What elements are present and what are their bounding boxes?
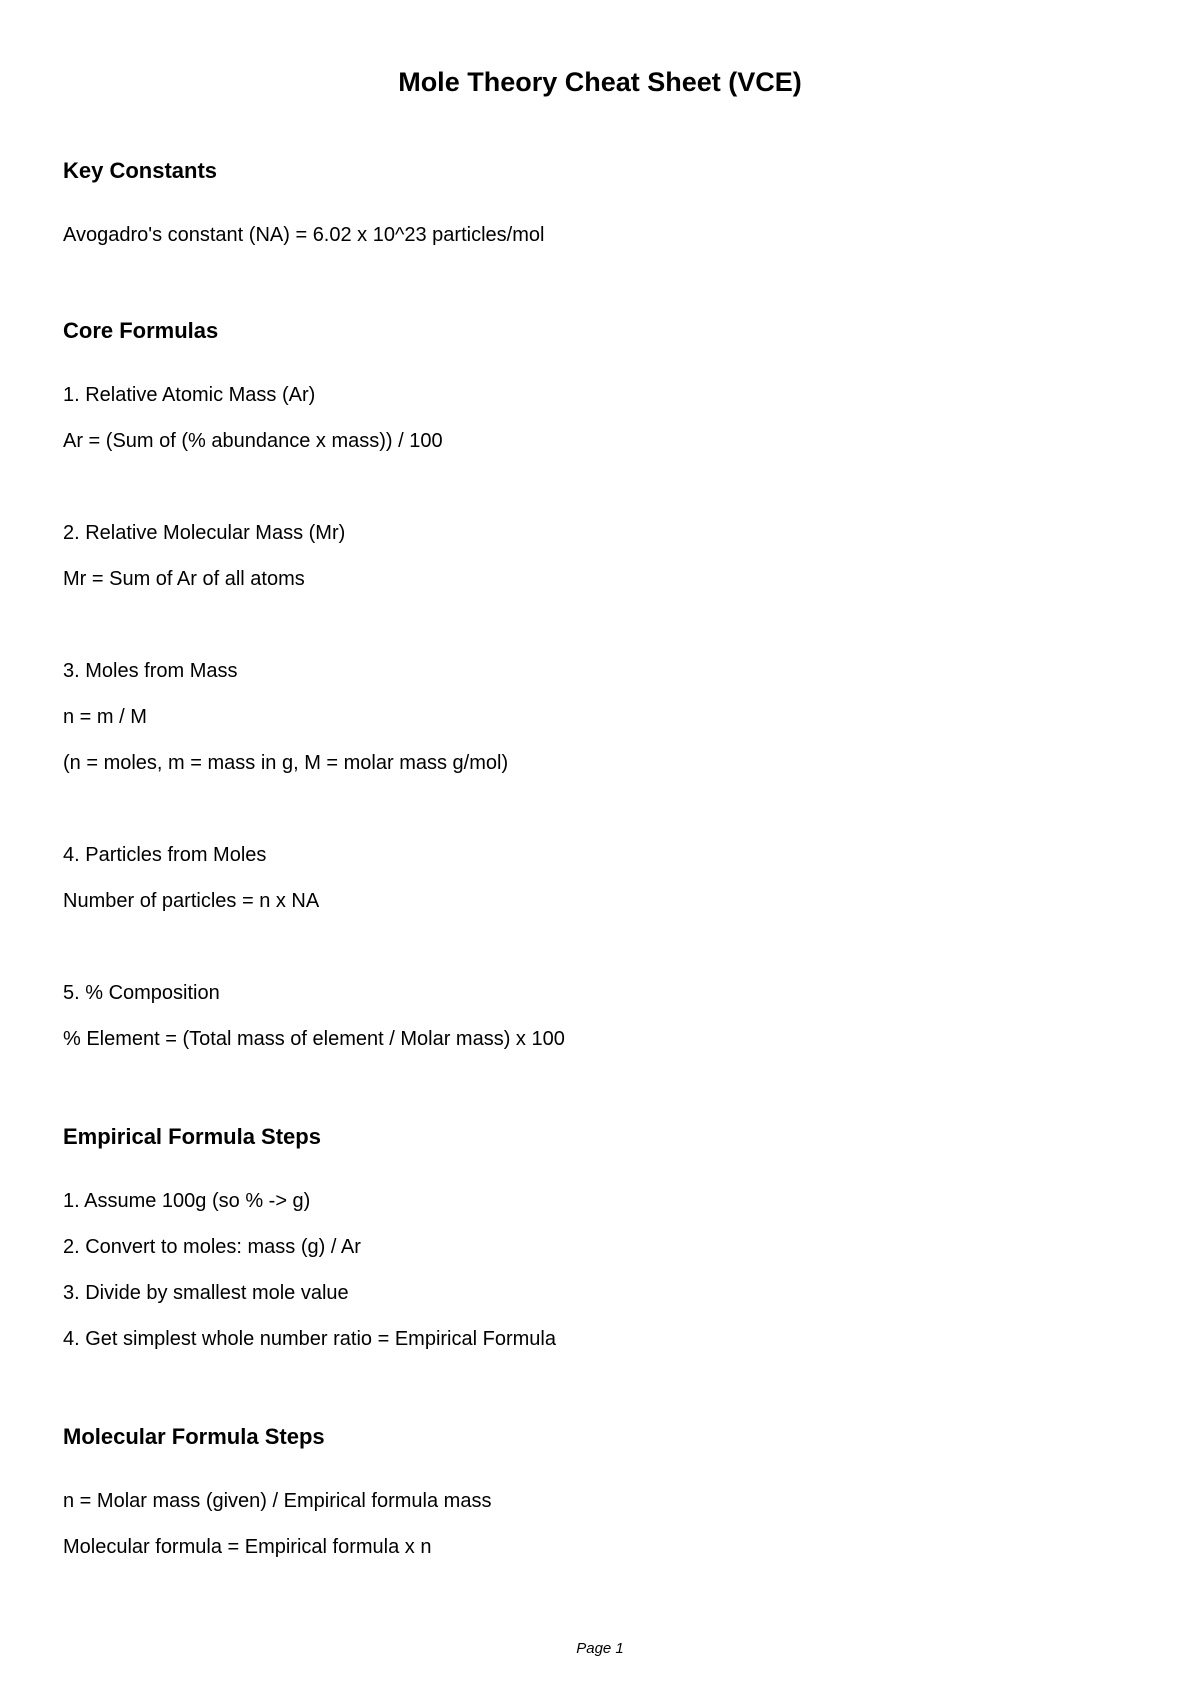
formula-expression: Number of particles = n x NA — [63, 890, 320, 912]
section-heading-core-formulas: Core Formulas — [63, 318, 219, 343]
formula-title: 1. Relative Atomic Mass (Ar) — [63, 384, 316, 406]
formula-title: 2. Relative Molecular Mass (Mr) — [63, 522, 346, 544]
page-number: Page 1 — [576, 1640, 624, 1657]
section-heading-molecular-formula: Molecular Formula Steps — [63, 1424, 325, 1449]
formula-title: 4. Particles from Moles — [63, 844, 267, 866]
formula-expression: % Element = (Total mass of element / Molar mass) x 100 — [63, 1028, 565, 1050]
formula-expression: Ar = (Sum of (% abundance x mass)) / 100 — [63, 430, 443, 452]
formula-expression: n = m / M — [63, 706, 147, 728]
step-line: 3. Divide by smallest mole value — [63, 1282, 349, 1304]
formula-title: 5. % Composition — [63, 982, 220, 1004]
step-line: 4. Get simplest whole number ratio = Empirical Formula — [63, 1328, 556, 1350]
formula-note: (n = moles, m = mass in g, M = molar mass g/mol) — [63, 752, 509, 774]
section-heading-empirical-formula: Empirical Formula Steps — [63, 1124, 321, 1149]
formula-expression: Mr = Sum of Ar of all atoms — [63, 568, 305, 590]
page-title: Mole Theory Cheat Sheet (VCE) — [398, 67, 802, 97]
key-constant-line: Avogadro's constant (NA) = 6.02 x 10^23 particles/mol — [63, 224, 545, 246]
step-line: 2. Convert to moles: mass (g) / Ar — [63, 1236, 361, 1258]
step-line: n = Molar mass (given) / Empirical formula mass — [63, 1490, 492, 1512]
section-heading-key-constants: Key Constants — [63, 158, 218, 183]
step-line: Molecular formula = Empirical formula x n — [63, 1536, 432, 1558]
step-line: 1. Assume 100g (so % -> g) — [63, 1190, 311, 1212]
formula-title: 3. Moles from Mass — [63, 660, 238, 682]
